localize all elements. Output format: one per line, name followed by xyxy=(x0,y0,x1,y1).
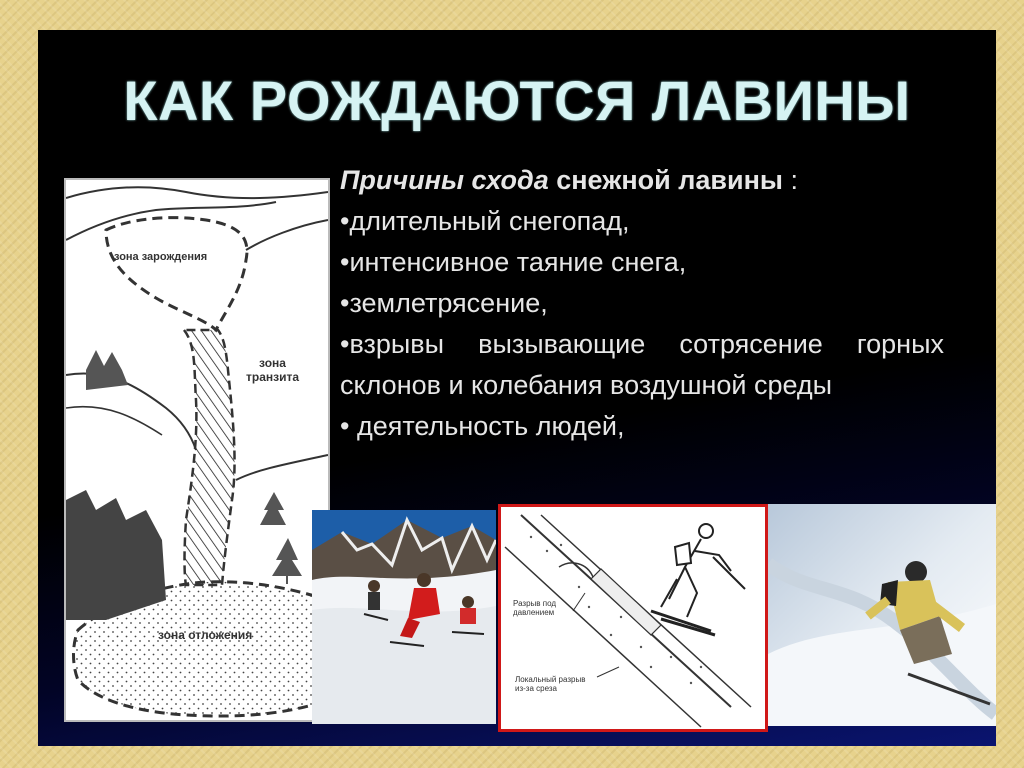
zone-transit-label-line1: зона xyxy=(259,356,286,370)
cause-item: •интенсивное таяние снега, xyxy=(340,247,687,277)
causes-block xyxy=(340,160,944,447)
pressure-fracture-label xyxy=(513,599,556,617)
pressure-fracture-label-line1: Разрыв под xyxy=(513,599,557,608)
skier-illustration xyxy=(651,524,745,635)
cause-item: •длительный снегопад, xyxy=(340,206,630,236)
powder-skier-image xyxy=(768,504,996,726)
causes-list xyxy=(340,201,944,447)
zone-transit-label-line2: транзита xyxy=(246,370,300,384)
cause-item: •землетрясение, xyxy=(340,288,548,318)
skiers-photo xyxy=(312,510,496,724)
slide-title: КАК РОЖДАЮТСЯ ЛАВИНЫ xyxy=(123,69,911,132)
causes-heading-colon: : xyxy=(783,165,799,195)
slide xyxy=(38,30,996,746)
causes-heading xyxy=(340,160,944,201)
slab-fracture-image xyxy=(501,507,765,729)
zone-origin-label: зона зарождения xyxy=(114,251,208,263)
powder-skier-photo xyxy=(768,504,996,726)
pressure-fracture-label-line2: давлением xyxy=(513,608,555,617)
zone-transit-label xyxy=(246,356,299,384)
slab-fracture-illustration xyxy=(498,504,768,732)
causes-heading-bold: снежной лавины xyxy=(556,165,783,195)
avalanche-zones-diagram xyxy=(64,178,330,722)
cause-item: •взрывы вызывающие сотрясение горных склонов и колебания воздушной среды xyxy=(340,329,944,400)
shear-fracture-label-line1: Локальный разрыв xyxy=(515,675,586,684)
causes-heading-italic: Причины схода xyxy=(340,165,549,195)
skiers-photo-image xyxy=(312,510,496,724)
shear-fracture-label xyxy=(515,675,585,693)
shear-fracture-label-line2: из-за среза xyxy=(515,684,557,693)
cause-item: • деятельность людей, xyxy=(340,411,625,441)
zone-deposit-label: зона отложения xyxy=(158,628,253,642)
